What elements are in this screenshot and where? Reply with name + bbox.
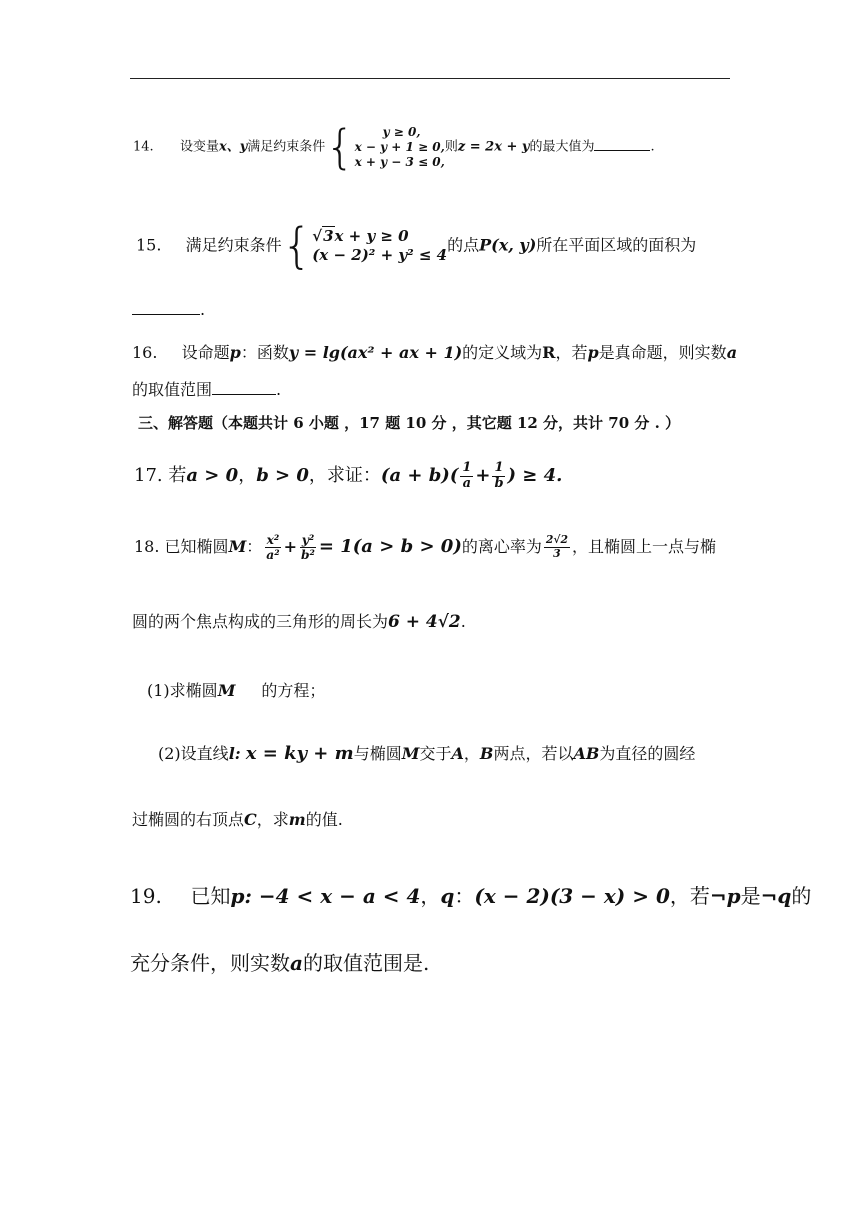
- question-14: 14. 设变量x、y满足约束条件{ y ≥ 0, x − y + 1 ≥ 0, x + y − 3 ≤ 0, 则z = 2x + y的最大值为 .: [133, 120, 655, 174]
- constraint-system: { y ≥ 0, x − y + 1 ≥ 0, x + y − 3 ≤ 0,: [325, 120, 445, 174]
- question-number: 18.: [134, 537, 160, 557]
- question-15: 15. 满足约束条件{ √3x + y ≥ 0 (x − 2)² + y² ≤ 4 的点P(x, y)所在平面区域的面积为: [136, 218, 697, 274]
- question-number: 16.: [132, 343, 158, 362]
- question-number: 17.: [134, 465, 163, 486]
- constraint-system: { √3x + y ≥ 0 (x − 2)² + y² ≤ 4: [281, 218, 448, 274]
- header-rule: [130, 78, 730, 79]
- question-19-line2: 充分条件，则实数a的取值范围是.: [130, 951, 430, 975]
- question-17: 17. 若a > 0，b > 0，求证：(a + b)( $\frac{1}{a}$ + $\frac{1}{b}$ ) ≥ 4.: [134, 459, 563, 491]
- question-number: 14.: [133, 139, 154, 155]
- question-19: 19. 已知p: −4 < x − a < 4，q：(x − 2)(3 − x) > 0，若¬p是¬q的: [130, 884, 812, 908]
- fraction-1-over-a: $\frac{1}{a}$: [462, 459, 472, 491]
- question-16-line2: 的取值范围 .: [132, 380, 282, 399]
- question-number: 15.: [136, 235, 162, 255]
- question-18-part-1: (1)求椭圆M 的方程；: [147, 681, 326, 700]
- question-number: 19.: [130, 884, 162, 908]
- answer-blank: [212, 378, 276, 395]
- answer-blank: [132, 298, 200, 315]
- question-18-line2: 圆的两个焦点构成的三角形的周长为6 + 4√2.: [132, 612, 466, 632]
- answer-blank: [594, 137, 650, 151]
- question-18-part-2-line2: 过椭圆的右顶点C，求m的值.: [132, 810, 343, 829]
- question-18-part-2: (2)设直线l: x = ky + m与椭圆M交于A，B两点，若以AB为直径的圆经: [158, 743, 696, 764]
- question-16: 16. 设命题p：函数y = lg(ax² + ax + 1)的定义域为R，若p是真命题，则实数a: [132, 343, 738, 362]
- section-heading: 三、解答题（本题共计 6 小题 ，17 题 10 分 ，其它题 12 分，共计 70 分 . ）: [138, 414, 681, 432]
- fraction-1-over-b: $\frac{1}{b}$: [494, 459, 504, 491]
- question-18: 18. 已知椭圆M： $\frac{\text{x²}}{\text{a²}}$ + $\frac{\text{y²}}{\text{b²}}$ = 1(a > b > 0)的离心率为 $\frac{2√2}{3}$ ，且椭圆上一点与椭: [134, 533, 716, 563]
- question-15-blank-line: .: [132, 298, 205, 319]
